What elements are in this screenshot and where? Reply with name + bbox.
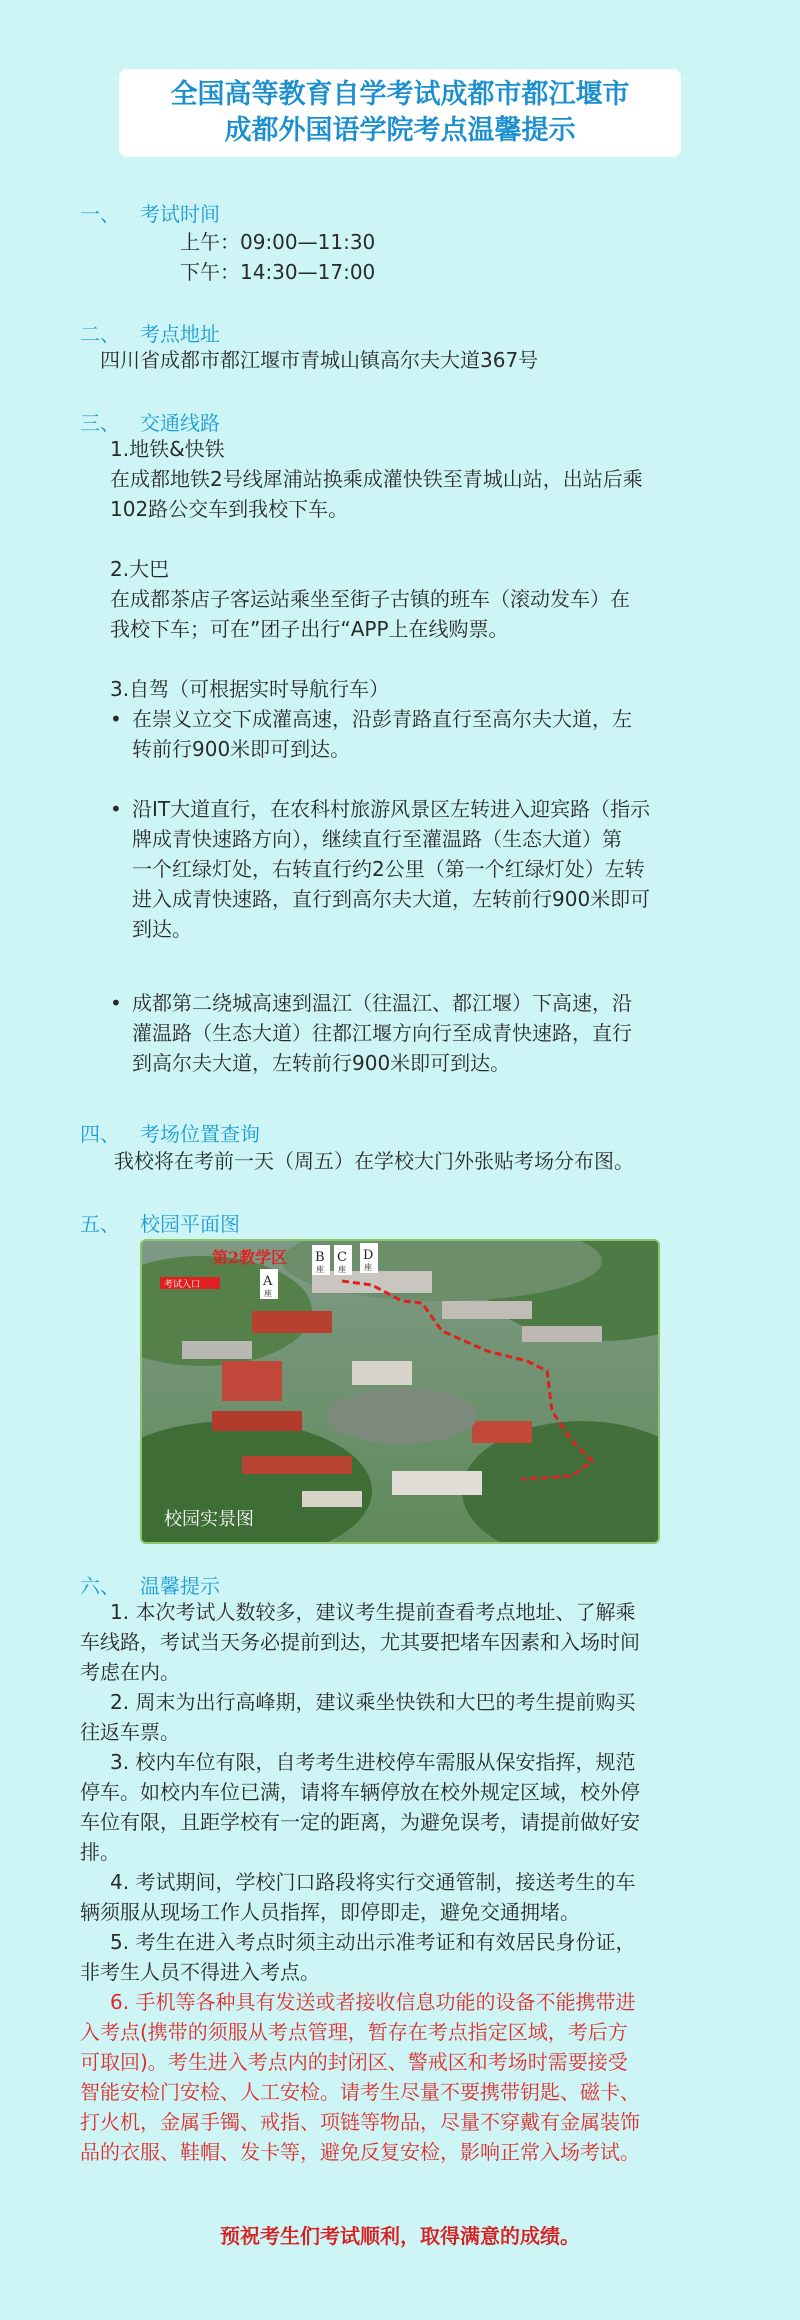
route-2-line-3: 一个红绿灯处，右转直行约2公里（第一个红绿灯处）左转 [132, 857, 645, 881]
drive-route-1 [110, 704, 632, 764]
bus-line-2: 我校下车；可在”团子出行“APP上在线购票。 [110, 617, 509, 641]
route-2-line-2: 牌成青快速路方向），继续直行至灌温路（生态大道）第 [132, 827, 622, 851]
tip-6-line-1: 6. 手机等各种具有发送或者接收信息功能的设备不能携带进 [110, 1990, 636, 2014]
campus-photo [140, 1239, 660, 1544]
tip-6-line-5: 打火机，金属手镯、戒指、项链等物品，尽量不穿戴有金属装饰 [80, 2110, 640, 2134]
campus-entrance-tag: 考试入口 [164, 1280, 201, 1290]
bullet-dot: • [110, 707, 122, 731]
drive-route-3 [110, 988, 632, 1078]
metro-line-2: 102路公交车到我校下车。 [110, 497, 349, 521]
tip-6-line-4: 智能安检门安检、人工安检。请考生尽量不要携带钥匙、磁卡、 [80, 2080, 640, 2104]
block-d-label: D [363, 1248, 374, 1263]
tip-3-line-3: 车位有限，且距学校有一定的距离，为避免误考，请提前做好安 [80, 1810, 640, 1834]
block-a-label: A [263, 1274, 273, 1289]
route-2-line-1: 沿IT大道直行，在农科村旅游风景区左转进入迎宾路（指示 [132, 797, 651, 821]
block-b-label: B [315, 1250, 325, 1265]
metro-line-1: 在成都地铁2号线犀浦站换乘成灌快铁至青城山站，出站后乘 [110, 467, 643, 491]
block-c-label: C [337, 1250, 347, 1265]
tip-5-line-1: 5. 考生在进入考点时须主动出示准考证和有效居民身份证， [110, 1930, 636, 1954]
route-3-line-3: 到高尔夫大道，左转前行900米即可到达。 [132, 1051, 511, 1075]
section-number: 四、 [80, 1122, 120, 1146]
metro-title: 1.地铁&快铁 [110, 437, 225, 461]
tip-5-line-2: 非考生人员不得进入考点。 [80, 1960, 320, 1984]
title-line-2: 成都外国语学院考点温馨提示 [224, 115, 576, 146]
tip-2-line-1: 2. 周末为出行高峰期，建议乘坐快铁和大巴的考生提前购买 [110, 1690, 636, 1714]
section-label: 交通线路 [140, 411, 220, 435]
page-title [119, 69, 681, 157]
tip-1-line-3: 考虑在内。 [80, 1660, 180, 1684]
campus-aerial-image [142, 1241, 658, 1542]
tip-6-line-3: 可取回)。考生进入考点内的封闭区、警戒区和考场时需要接受 [80, 2050, 628, 2074]
campus-building-label: 第2教学区 [212, 1248, 288, 1267]
section-label: 校园平面图 [140, 1212, 240, 1236]
tip-6-line-2: 入考点(携带的须服从考点管理，暂存在考点指定区域，考后方 [80, 2020, 628, 2044]
block-a-suffix: 座 [264, 1289, 272, 1298]
section-number: 一、 [80, 202, 120, 226]
tips-list [80, 1597, 740, 2167]
section-location-heading [80, 1118, 260, 1147]
section-label: 考试时间 [140, 202, 220, 226]
section-number: 六、 [80, 1574, 120, 1598]
route-2-line-5: 到达。 [132, 917, 192, 941]
title-line-1: 全国高等教育自学考试成都市都江堰市 [170, 79, 630, 110]
section-campus-map-heading [80, 1208, 240, 1237]
route-3-line-2: 灌温路（生态大道）往都江堰方向行至成青快速路，直行 [132, 1021, 632, 1045]
section-label: 考场位置查询 [140, 1122, 260, 1146]
tip-2-line-2: 往返车票。 [80, 1720, 180, 1744]
exam-address: 四川省成都市都江堰市青城山镇高尔夫大道367号 [100, 348, 539, 372]
section-number: 二、 [80, 322, 120, 346]
campus-caption: 校园实景图 [164, 1509, 254, 1530]
location-query-text: 我校将在考前一天（周五）在学校大门外张贴考场分布图。 [114, 1149, 634, 1173]
tip-1-line-1: 1. 本次考试人数较多，建议考生提前查看考点地址、了解乘 [110, 1600, 636, 1624]
section-label: 温馨提示 [140, 1574, 220, 1598]
route-1-line-1: 在崇义立交下成灌高速，沿彭青路直行至高尔夫大道，左 [132, 707, 632, 731]
section-exam-time-heading [80, 198, 220, 227]
tip-3-line-1: 3. 校内车位有限，自考考生进校停车需服从保安指挥，规范 [110, 1750, 636, 1774]
exam-time-morning: 上午：09:00—11:30 [180, 230, 376, 254]
tip-4-line-2: 辆须服从现场工作人员指挥，即停即走，避免交通拥堵。 [80, 1900, 580, 1924]
drive-title: 3.自驾（可根据实时导航行车） [110, 677, 390, 701]
route-3-line-1: 成都第二绕城高速到温江（往温江、都江堰）下高速，沿 [132, 991, 632, 1015]
tip-6-line-6: 品的衣服、鞋帽、发卡等，避免反复安检，影响正常入场考试。 [80, 2140, 640, 2164]
block-c-suffix: 座 [338, 1265, 346, 1274]
bullet-dot: • [110, 991, 122, 1015]
drive-route-2 [110, 794, 651, 944]
section-address-heading [80, 318, 220, 347]
bus-title: 2.大巴 [110, 557, 170, 581]
tip-3-line-2: 停车。如校内车位已满，请将车辆停放在校外规定区域，校外停 [80, 1780, 640, 1804]
tip-1-line-2: 车线路，考试当天务必提前到达，尤其要把堵车因素和入场时间 [80, 1630, 640, 1654]
bullet-dot: • [110, 797, 122, 821]
route-2-line-4: 进入成青快速路，直行到高尔夫大道，左转前行900米即可 [132, 887, 651, 911]
closing-wish: 预祝考生们考试顺利，取得满意的成绩。 [220, 2224, 580, 2248]
bus-line-1: 在成都茶店子客运站乘坐至街子古镇的班车（滚动发车）在 [110, 587, 630, 611]
block-d-suffix: 座 [364, 1263, 372, 1272]
tip-4-line-1: 4. 考试期间，学校门口路段将实行交通管制，接送考生的车 [110, 1870, 636, 1894]
section-number: 五、 [80, 1212, 120, 1236]
section-number: 三、 [80, 411, 120, 435]
section-tips-heading [80, 1570, 220, 1599]
section-transport-heading [80, 407, 220, 436]
block-b-suffix: 座 [316, 1265, 324, 1274]
exam-time-afternoon: 下午：14:30—17:00 [180, 260, 376, 284]
section-label: 考点地址 [140, 322, 220, 346]
route-1-line-2: 转前行900米即可到达。 [132, 737, 351, 761]
tip-3-line-4: 排。 [80, 1840, 120, 1864]
